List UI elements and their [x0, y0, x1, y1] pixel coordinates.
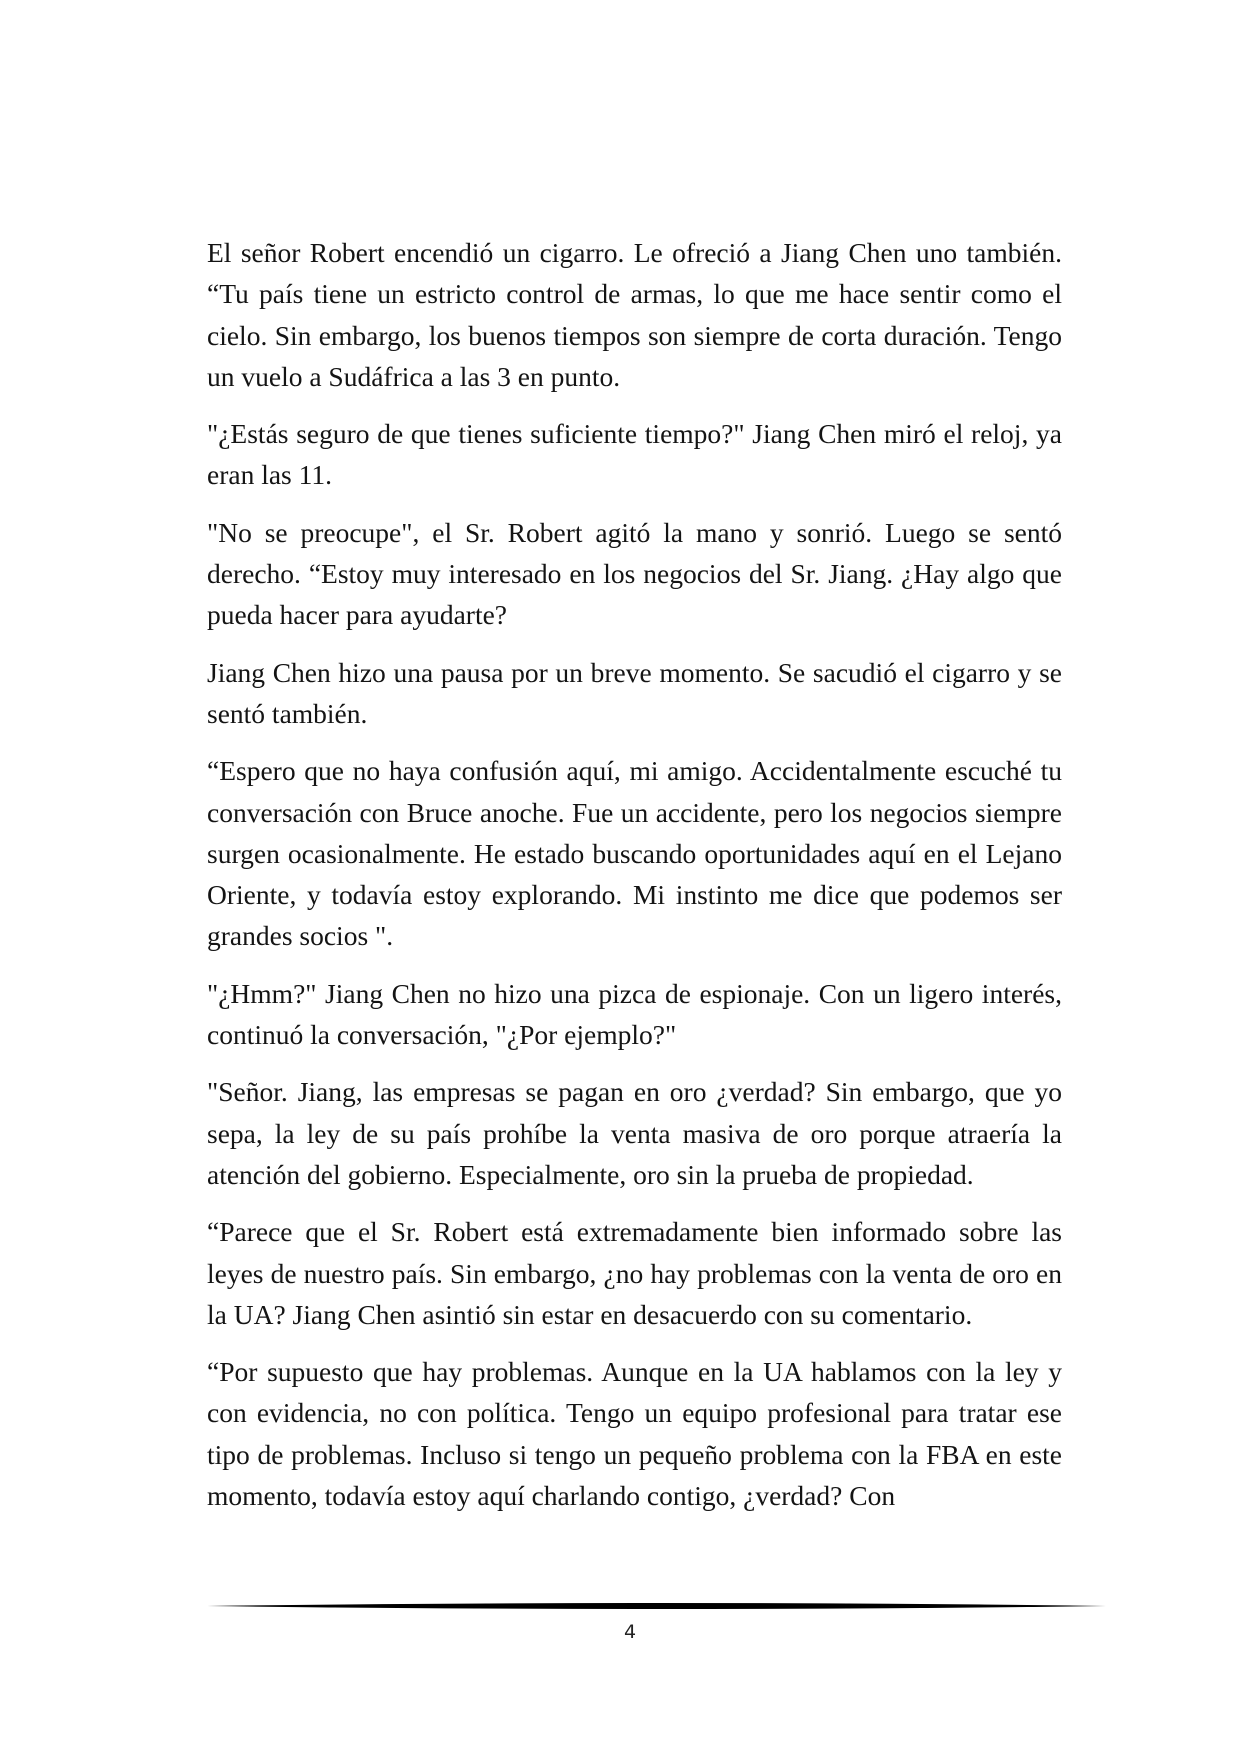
page-number: 4: [623, 1621, 637, 1643]
paragraph-7: "Señor. Jiang, las empresas se pagan en oro ¿verdad? Sin embargo, que yo sepa, la ley de su país prohíbe la venta masiva de oro porque atraería la atención del gobierno. Especialmente, oro sin la prueba de propiedad.: [207, 1076, 1062, 1190]
footer-rule: [207, 1600, 1106, 1612]
paragraph-5: “Espero que no haya confusión aquí, mi amigo. Accidentalmente escuché tu conversación con Bruce anoche. Fue un accidente, pero los negocios siempre surgen ocasionalmente. He estado buscando oportunidades aquí en el Lejano Oriente, y todavía estoy explorando. Mi instinto me dice que podemos ser grandes socios ".: [207, 755, 1062, 952]
paragraph-6: "¿Hmm?" Jiang Chen no hizo una pizca de espionaje. Con un ligero interés, continuó la conversación, "¿Por ejemplo?": [207, 977, 1062, 1051]
paragraph-3: "No se preocupe", el Sr. Robert agitó la mano y sonrió. Luego se sentó derecho. “Estoy muy interesado en los negocios del Sr. Jiang. ¿Hay algo que pueda hacer para ayudarte?: [207, 516, 1062, 631]
paragraph-8: “Parece que el Sr. Robert está extremadamente bien informado sobre las leyes de nuestro país. Sin embargo, ¿no hay problemas con la venta de oro en la UA? Jiang Chen asintió sin estar en desacuerdo con su comentario.: [207, 1216, 1062, 1330]
paragraph-4: Jiang Chen hizo una pausa por un breve momento. Se sacudió el cigarro y se sentó también.: [207, 656, 1062, 729]
paragraph-2: "¿Estás seguro de que tienes suficiente tiempo?" Jiang Chen miró el reloj, ya eran las 11.: [207, 418, 1062, 491]
body-text: [207, 232, 1062, 1532]
paragraph-9: “Por supuesto que hay problemas. Aunque en la UA hablamos con la ley y con evidencia, no con política. Tengo un equipo profesional para tratar ese tipo de problemas. Incluso si tengo un pequeño problema con la FBA en este momento, todavía estoy aquí charlando contigo, ¿verdad? Con: [207, 1356, 1062, 1512]
paragraph-1: El señor Robert encendió un cigarro. Le ofreció a Jiang Chen uno también. “Tu país tiene un estricto control de armas, lo que me hace sentir como el cielo. Sin embargo, los buenos tiempos son siempre de corta duración. Tengo un vuelo a Sudáfrica a las 3 en punto.: [207, 237, 1062, 392]
